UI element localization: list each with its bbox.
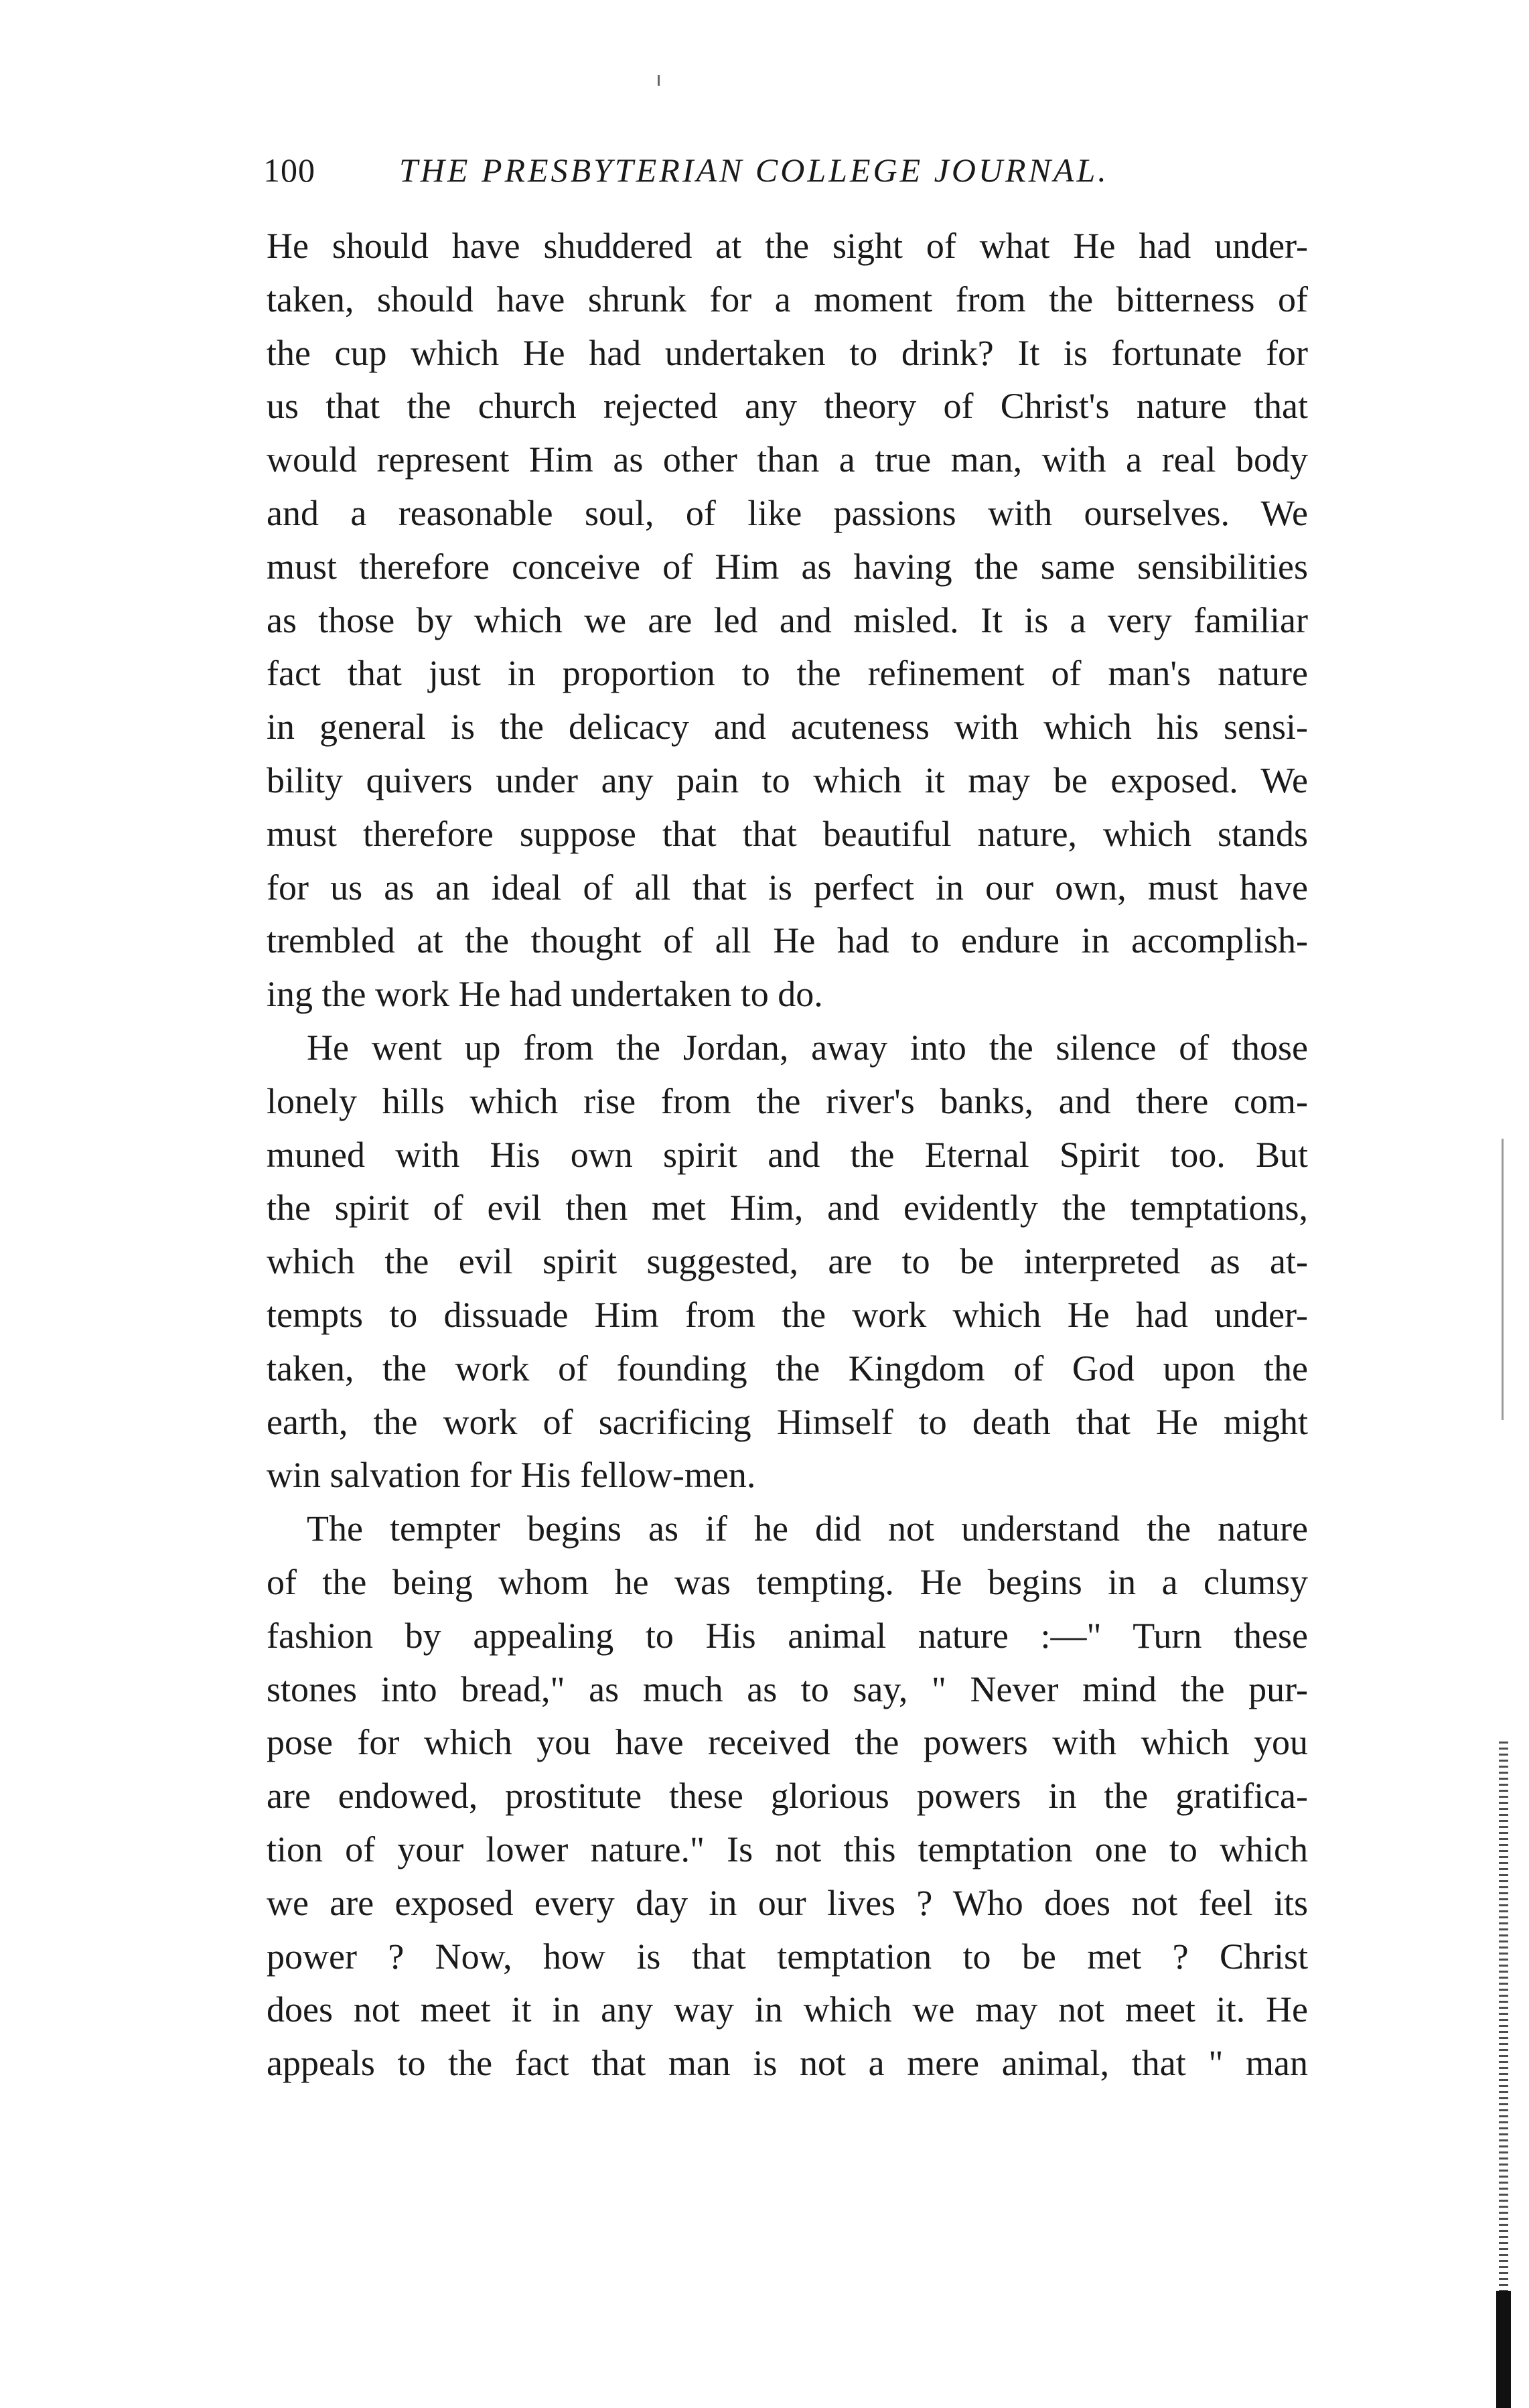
text-line: the cup which He had undertaken to drink? It is fortunate for bbox=[267, 332, 1308, 373]
paragraph-3 bbox=[267, 1502, 1308, 2091]
page-edge-scan-marks bbox=[1495, 1139, 1512, 2408]
text-line: trembled at the thought of all He had to endure in accomplish- bbox=[267, 920, 1308, 961]
text-line: He should have shuddered at the sight of what He had under- bbox=[267, 226, 1308, 266]
text-line: tempts to dissuade Him from the work which He had under- bbox=[267, 1294, 1308, 1335]
edge-line bbox=[1502, 1139, 1504, 1420]
text-line: bility quivers under any pain to which it may be exposed. We bbox=[267, 760, 1308, 800]
text-line: taken, the work of founding the Kingdom of God upon the bbox=[267, 1348, 1308, 1389]
text-line: He went up from the Jordan, away into the silence of those bbox=[307, 1027, 1308, 1068]
text-line: power ? Now, how is that temptation to be met ? Christ bbox=[267, 1936, 1308, 1977]
text-line: pose for which you have received the powers with which you bbox=[267, 1722, 1308, 1763]
text-line: must therefore conceive of Him as having the same sensibilities bbox=[267, 546, 1308, 587]
text-line: of the being whom he was tempting. He begins in a clumsy bbox=[267, 1561, 1308, 1602]
text-line: the spirit of evil then met Him, and evidently the temptations, bbox=[267, 1188, 1308, 1228]
text-line: are endowed, prostitute these glorious powers in the gratifica- bbox=[267, 1776, 1308, 1817]
edge-speckle bbox=[1499, 1742, 1508, 2291]
scan-speck bbox=[658, 75, 660, 86]
text-line: muned with His own spirit and the Eternal Spirit too. But bbox=[267, 1134, 1308, 1175]
text-line: win salvation for His fellow-men. bbox=[267, 1455, 756, 1496]
text-line: fact that just in proportion to the refinement of man's nature bbox=[267, 653, 1308, 694]
text-line: stones into bread," as much as to say, " Never mind the pur- bbox=[267, 1669, 1308, 1709]
text-line: for us as an ideal of all that is perfect in our own, must have bbox=[267, 867, 1308, 908]
paragraph-2 bbox=[267, 1021, 1308, 1502]
text-line: lonely hills which rise from the river's banks, and there com- bbox=[267, 1080, 1308, 1121]
text-line: in general is the delicacy and acuteness with which his sensi- bbox=[267, 707, 1308, 748]
text-line: must therefore suppose that that beautiful nature, which stands bbox=[267, 813, 1308, 854]
journal-title: THE PRESBYTERIAN COLLEGE JOURNAL. bbox=[399, 151, 1109, 189]
text-line: tion of your lower nature." Is not this temptation one to which bbox=[267, 1829, 1308, 1869]
text-line: us that the church rejected any theory of Christ's nature that bbox=[267, 386, 1308, 427]
text-line: does not meet it in any way in which we may not meet it. He bbox=[267, 1989, 1308, 2030]
text-line: appeals to the fact that man is not a mere animal, that " man bbox=[267, 2043, 1308, 2084]
text-line: we are exposed every day in our lives ? Who does not feel its bbox=[267, 1882, 1308, 1923]
edge-shadow bbox=[1496, 2291, 1511, 2408]
text-line: ing the work He had undertaken to do. bbox=[267, 974, 823, 1015]
text-line: earth, the work of sacrificing Himself to death that He might bbox=[267, 1401, 1308, 1442]
text-line: The tempter begins as if he did not understand the nature bbox=[307, 1508, 1308, 1549]
body-text bbox=[267, 220, 1308, 2091]
text-line: fashion by appealing to His animal nature :—" Turn these bbox=[267, 1615, 1308, 1656]
text-line: and a reasonable soul, of like passions with ourselves. We bbox=[267, 492, 1308, 533]
text-line: as those by which we are led and misled. It is a very familiar bbox=[267, 599, 1308, 640]
text-line: would represent Him as other than a true man, with a real body bbox=[267, 439, 1308, 480]
paragraph-1 bbox=[267, 220, 1308, 1021]
page-number: 100 bbox=[263, 151, 315, 189]
running-head bbox=[263, 143, 1308, 197]
text-line: taken, should have shrunk for a moment from the bitterness of bbox=[267, 279, 1308, 320]
text-line: which the evil spirit suggested, are to be interpreted as at- bbox=[267, 1241, 1308, 1282]
